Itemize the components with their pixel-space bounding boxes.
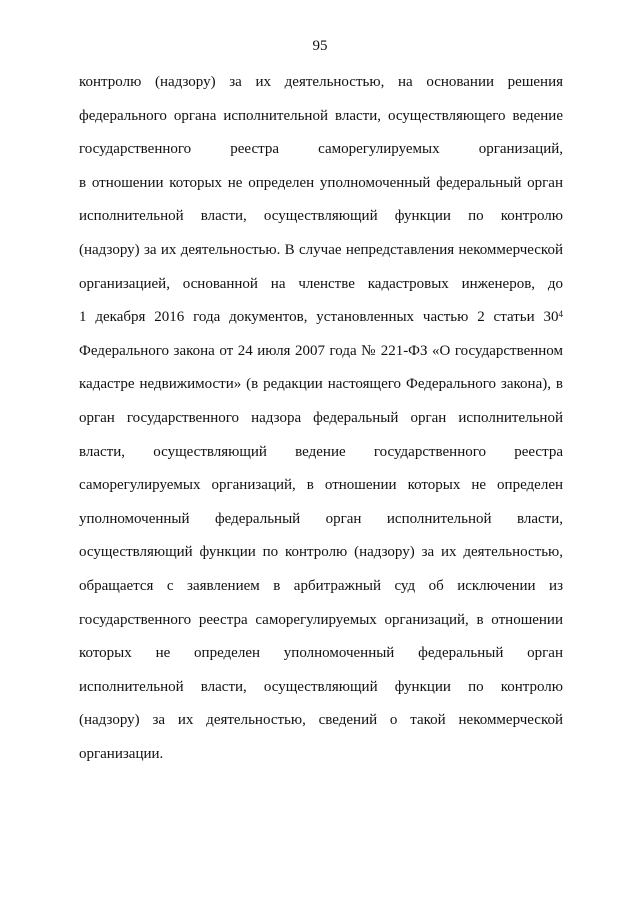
text-line: (надзору) за их деятельностью. В случае непредставления некоммерческой [79,241,563,258]
article-superscript: 4 [558,309,563,320]
text-line: контролю (надзору) за их деятельностью, на основании решения [79,74,563,90]
body-text [79,66,563,771]
text-line: организацией, основанной на членстве кадастровых инженеров, до [79,275,563,292]
text-line: обращается с заявлением в арбитражный суд об исключении из [79,577,563,594]
page-number: 95 [312,38,328,54]
text-line: саморегулируемых организаций, в отношении которых не определен [79,477,563,494]
line-main-text: 1 декабря 2016 года документов, установленных частью 2 статьи 30 [79,309,559,326]
text-line: Федерального закона от 24 июля 2007 года № 221-ФЗ «О государственном [79,342,563,359]
text-line: государственного реестра саморегулируемых организаций, в отношении [79,611,563,628]
text-line: федерального органа исполнительной власти, осуществляющего ведение [79,107,563,124]
text-line: исполнительной власти, осуществляющий функции по контролю [79,678,563,695]
text-line: государственного реестра саморегулируемых организаций, [79,141,563,158]
text-line: власти, осуществляющий ведение государственного реестра [79,443,563,460]
text-line-last: организации. [79,745,164,762]
text-line: орган государственного надзора федеральный орган исполнительной [79,409,563,426]
text-line: исполнительной власти, осуществляющий функции по контролю [79,208,563,225]
text-line: кадастре недвижимости» (в редакции настоящего Федерального закона), в [79,376,563,393]
text-line: уполномоченный федеральный орган исполнительной власти, [79,510,563,527]
text-line: осуществляющий функции по контролю (надзору) за их деятельностью, [79,544,563,561]
text-line: в отношении которых не определен уполномоченный федеральный орган [79,174,563,191]
text-line-with-superscript [79,301,563,335]
text-line: (надзору) за их деятельностью, сведений о такой некоммерческой [79,712,563,729]
text-line: которых не определен уполномоченный федеральный орган [79,645,563,662]
